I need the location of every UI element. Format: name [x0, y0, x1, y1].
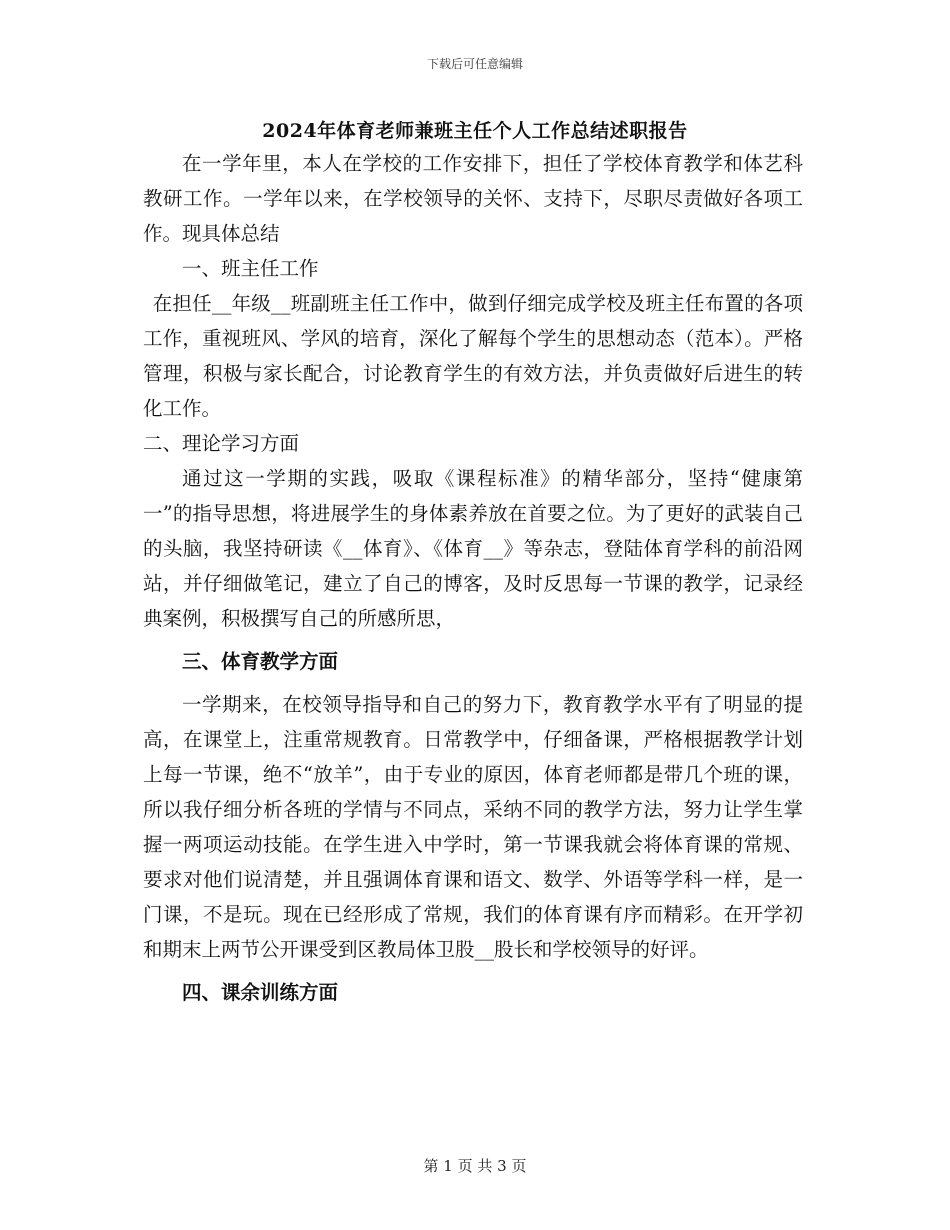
intro-paragraph: 在一学年里，本人在学校的工作安排下，担任了学校体育教学和体艺科教研工作。一学年以来，在学校领导的关怀、支持下，尽职尽责做好各项工作。现具体总结 [143, 152, 803, 245]
section-heading-3: 三、体育教学方面 [182, 650, 339, 673]
document-body [143, 146, 803, 1010]
section-heading-2: 二、理论学习方面 [143, 432, 300, 455]
document-title: 2024年体育老师兼班主任个人工作总结述职报告 [262, 120, 688, 142]
section-heading-1: 一、班主任工作 [182, 257, 319, 280]
page-footer: 第 1 页 共 3 页 [423, 1157, 527, 1175]
section-heading-4: 四、课余训练方面 [182, 981, 339, 1004]
section-paragraph-1: 在担任__年级__班副班主任工作中，做到仔细完成学校及班主任布置的各项工作，重视班风、学风的培育，深化了解每个学生的思想动态（范本）。严格管理，积极与家长配合，讨论教育学生的有效方法，并负责做好后进生的转化工作。 [143, 292, 803, 420]
header-note: 下载后可任意编辑 [426, 57, 523, 71]
section-paragraph-3: 一学期来，在校领导指导和自己的努力下，教育教学水平有了明显的提高，在课堂上，注重常规教育。日常教学中，仔细备课，严格根据教学计划上每一节课，绝不“放羊”，由于专业的原因，体育老师都是带几个班的课，所以我仔细分析各班的学情与不同点，采纳不同的教学方法，努力让学生掌握一两项运动技能。在学生进入中学时，第一节课我就会将体育课的常规、要求对他们说清楚，并且强调体育课和语文、数学、外语等学科一样，是一门课，不是玩。现在已经形成了常规，我们的体育课有序而精彩。在开学初和期末上两节公开课受到区教局体卫股__股长和学校领导的好评。 [143, 693, 803, 961]
section-paragraph-2: 通过这一学期的实践，吸取《课程标准》的精华部分，坚持“健康第一”的指导思想，将进展学生的身体素养放在首要之位。为了更好的武装自己的头脑，我坚持研读《__体育》、《体育__》等杂志，登陆体育学科的前沿网站，并仔细做笔记，建立了自己的博客，及时反思每一节课的教学，记录经典案例，积极撰写自己的所感所思， [143, 467, 803, 630]
